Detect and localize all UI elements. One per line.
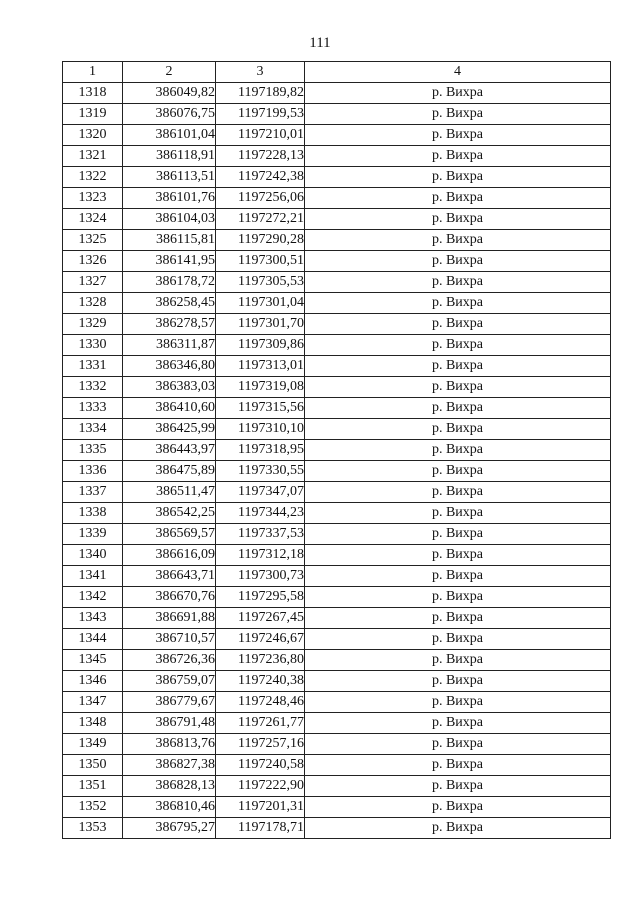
y-coordinate-cell: 1197319,08 xyxy=(216,377,305,398)
point-number-cell: 1342 xyxy=(63,587,123,608)
point-number-cell: 1321 xyxy=(63,146,123,167)
coordinates-table xyxy=(62,61,611,839)
description-cell: р. Вихра xyxy=(305,776,611,797)
description-cell: р. Вихра xyxy=(305,125,611,146)
column-header-2: 2 xyxy=(123,62,216,83)
y-coordinate-cell: 1197344,23 xyxy=(216,503,305,524)
table-row xyxy=(63,272,611,293)
y-coordinate-cell: 1197228,13 xyxy=(216,146,305,167)
table-body xyxy=(63,83,611,839)
x-coordinate-cell: 386443,97 xyxy=(123,440,216,461)
point-number-cell: 1323 xyxy=(63,188,123,209)
table-row xyxy=(63,83,611,104)
point-number-cell: 1327 xyxy=(63,272,123,293)
description-cell: р. Вихра xyxy=(305,566,611,587)
table-row xyxy=(63,671,611,692)
y-coordinate-cell: 1197290,28 xyxy=(216,230,305,251)
x-coordinate-cell: 386828,13 xyxy=(123,776,216,797)
y-coordinate-cell: 1197347,07 xyxy=(216,482,305,503)
table-row xyxy=(63,125,611,146)
x-coordinate-cell: 386141,95 xyxy=(123,251,216,272)
x-coordinate-cell: 386258,45 xyxy=(123,293,216,314)
table-row xyxy=(63,104,611,125)
description-cell: р. Вихра xyxy=(305,524,611,545)
y-coordinate-cell: 1197318,95 xyxy=(216,440,305,461)
table-row xyxy=(63,608,611,629)
y-coordinate-cell: 1197300,73 xyxy=(216,566,305,587)
point-number-cell: 1325 xyxy=(63,230,123,251)
description-cell: р. Вихра xyxy=(305,650,611,671)
y-coordinate-cell: 1197301,70 xyxy=(216,314,305,335)
x-coordinate-cell: 386759,07 xyxy=(123,671,216,692)
x-coordinate-cell: 386118,91 xyxy=(123,146,216,167)
description-cell: р. Вихра xyxy=(305,608,611,629)
x-coordinate-cell: 386813,76 xyxy=(123,734,216,755)
table-row xyxy=(63,188,611,209)
point-number-cell: 1338 xyxy=(63,503,123,524)
table-row xyxy=(63,818,611,839)
description-cell: р. Вихра xyxy=(305,797,611,818)
description-cell: р. Вихра xyxy=(305,314,611,335)
description-cell: р. Вихра xyxy=(305,692,611,713)
x-coordinate-cell: 386115,81 xyxy=(123,230,216,251)
table-row xyxy=(63,251,611,272)
table-row xyxy=(63,692,611,713)
table-row xyxy=(63,440,611,461)
point-number-cell: 1351 xyxy=(63,776,123,797)
y-coordinate-cell: 1197312,18 xyxy=(216,545,305,566)
x-coordinate-cell: 386810,46 xyxy=(123,797,216,818)
y-coordinate-cell: 1197315,56 xyxy=(216,398,305,419)
y-coordinate-cell: 1197222,90 xyxy=(216,776,305,797)
x-coordinate-cell: 386049,82 xyxy=(123,83,216,104)
point-number-cell: 1334 xyxy=(63,419,123,440)
point-number-cell: 1346 xyxy=(63,671,123,692)
y-coordinate-cell: 1197257,16 xyxy=(216,734,305,755)
point-number-cell: 1335 xyxy=(63,440,123,461)
description-cell: р. Вихра xyxy=(305,587,611,608)
y-coordinate-cell: 1197178,71 xyxy=(216,818,305,839)
y-coordinate-cell: 1197199,53 xyxy=(216,104,305,125)
table-row xyxy=(63,797,611,818)
point-number-cell: 1352 xyxy=(63,797,123,818)
point-number-cell: 1336 xyxy=(63,461,123,482)
x-coordinate-cell: 386101,04 xyxy=(123,125,216,146)
page-number: 111 xyxy=(309,35,331,51)
description-cell: р. Вихра xyxy=(305,272,611,293)
column-header-3: 3 xyxy=(216,62,305,83)
point-number-cell: 1345 xyxy=(63,650,123,671)
description-cell: р. Вихра xyxy=(305,482,611,503)
point-number-cell: 1319 xyxy=(63,104,123,125)
table-row xyxy=(63,566,611,587)
y-coordinate-cell: 1197309,86 xyxy=(216,335,305,356)
x-coordinate-cell: 386542,25 xyxy=(123,503,216,524)
x-coordinate-cell: 386670,76 xyxy=(123,587,216,608)
x-coordinate-cell: 386511,47 xyxy=(123,482,216,503)
x-coordinate-cell: 386691,88 xyxy=(123,608,216,629)
point-number-cell: 1328 xyxy=(63,293,123,314)
table-row xyxy=(63,587,611,608)
y-coordinate-cell: 1197240,58 xyxy=(216,755,305,776)
x-coordinate-cell: 386710,57 xyxy=(123,629,216,650)
table-row xyxy=(63,356,611,377)
x-coordinate-cell: 386425,99 xyxy=(123,419,216,440)
point-number-cell: 1320 xyxy=(63,125,123,146)
table-row xyxy=(63,503,611,524)
y-coordinate-cell: 1197337,53 xyxy=(216,524,305,545)
point-number-cell: 1322 xyxy=(63,167,123,188)
description-cell: р. Вихра xyxy=(305,230,611,251)
y-coordinate-cell: 1197301,04 xyxy=(216,293,305,314)
table-row xyxy=(63,629,611,650)
y-coordinate-cell: 1197261,77 xyxy=(216,713,305,734)
y-coordinate-cell: 1197236,80 xyxy=(216,650,305,671)
y-coordinate-cell: 1197295,58 xyxy=(216,587,305,608)
description-cell: р. Вихра xyxy=(305,209,611,230)
point-number-cell: 1330 xyxy=(63,335,123,356)
table-row xyxy=(63,209,611,230)
y-coordinate-cell: 1197313,01 xyxy=(216,356,305,377)
point-number-cell: 1344 xyxy=(63,629,123,650)
column-header-1: 1 xyxy=(63,62,123,83)
y-coordinate-cell: 1197210,01 xyxy=(216,125,305,146)
x-coordinate-cell: 386726,36 xyxy=(123,650,216,671)
description-cell: р. Вихра xyxy=(305,293,611,314)
x-coordinate-cell: 386616,09 xyxy=(123,545,216,566)
description-cell: р. Вихра xyxy=(305,167,611,188)
y-coordinate-cell: 1197189,82 xyxy=(216,83,305,104)
point-number-cell: 1326 xyxy=(63,251,123,272)
table-row xyxy=(63,419,611,440)
point-number-cell: 1324 xyxy=(63,209,123,230)
description-cell: р. Вихра xyxy=(305,461,611,482)
point-number-cell: 1348 xyxy=(63,713,123,734)
x-coordinate-cell: 386076,75 xyxy=(123,104,216,125)
description-cell: р. Вихра xyxy=(305,629,611,650)
description-cell: р. Вихра xyxy=(305,104,611,125)
x-coordinate-cell: 386178,72 xyxy=(123,272,216,293)
table-row xyxy=(63,167,611,188)
description-cell: р. Вихра xyxy=(305,545,611,566)
description-cell: р. Вихра xyxy=(305,503,611,524)
table-row xyxy=(63,398,611,419)
point-number-cell: 1337 xyxy=(63,482,123,503)
x-coordinate-cell: 386569,57 xyxy=(123,524,216,545)
x-coordinate-cell: 386104,03 xyxy=(123,209,216,230)
y-coordinate-cell: 1197201,31 xyxy=(216,797,305,818)
point-number-cell: 1350 xyxy=(63,755,123,776)
point-number-cell: 1318 xyxy=(63,83,123,104)
x-coordinate-cell: 386383,03 xyxy=(123,377,216,398)
table-row xyxy=(63,734,611,755)
table-row xyxy=(63,293,611,314)
y-coordinate-cell: 1197248,46 xyxy=(216,692,305,713)
table-header-row xyxy=(63,62,611,83)
y-coordinate-cell: 1197246,67 xyxy=(216,629,305,650)
y-coordinate-cell: 1197267,45 xyxy=(216,608,305,629)
description-cell: р. Вихра xyxy=(305,671,611,692)
x-coordinate-cell: 386346,80 xyxy=(123,356,216,377)
y-coordinate-cell: 1197310,10 xyxy=(216,419,305,440)
description-cell: р. Вихра xyxy=(305,818,611,839)
y-coordinate-cell: 1197300,51 xyxy=(216,251,305,272)
description-cell: р. Вихра xyxy=(305,377,611,398)
point-number-cell: 1347 xyxy=(63,692,123,713)
table-row xyxy=(63,650,611,671)
table-row xyxy=(63,461,611,482)
column-header-4: 4 xyxy=(305,62,611,83)
table-row xyxy=(63,230,611,251)
description-cell: р. Вихра xyxy=(305,713,611,734)
description-cell: р. Вихра xyxy=(305,83,611,104)
description-cell: р. Вихра xyxy=(305,398,611,419)
point-number-cell: 1343 xyxy=(63,608,123,629)
x-coordinate-cell: 386779,67 xyxy=(123,692,216,713)
description-cell: р. Вихра xyxy=(305,755,611,776)
y-coordinate-cell: 1197256,06 xyxy=(216,188,305,209)
x-coordinate-cell: 386113,51 xyxy=(123,167,216,188)
table-row xyxy=(63,482,611,503)
description-cell: р. Вихра xyxy=(305,440,611,461)
description-cell: р. Вихра xyxy=(305,188,611,209)
point-number-cell: 1329 xyxy=(63,314,123,335)
x-coordinate-cell: 386795,27 xyxy=(123,818,216,839)
point-number-cell: 1340 xyxy=(63,545,123,566)
description-cell: р. Вихра xyxy=(305,419,611,440)
x-coordinate-cell: 386278,57 xyxy=(123,314,216,335)
x-coordinate-cell: 386311,87 xyxy=(123,335,216,356)
point-number-cell: 1339 xyxy=(63,524,123,545)
point-number-cell: 1333 xyxy=(63,398,123,419)
table-row xyxy=(63,377,611,398)
description-cell: р. Вихра xyxy=(305,146,611,167)
point-number-cell: 1341 xyxy=(63,566,123,587)
x-coordinate-cell: 386791,48 xyxy=(123,713,216,734)
x-coordinate-cell: 386643,71 xyxy=(123,566,216,587)
y-coordinate-cell: 1197330,55 xyxy=(216,461,305,482)
description-cell: р. Вихра xyxy=(305,356,611,377)
point-number-cell: 1349 xyxy=(63,734,123,755)
table-row xyxy=(63,755,611,776)
table-row xyxy=(63,335,611,356)
table-row xyxy=(63,713,611,734)
y-coordinate-cell: 1197272,21 xyxy=(216,209,305,230)
y-coordinate-cell: 1197242,38 xyxy=(216,167,305,188)
table-row xyxy=(63,146,611,167)
y-coordinate-cell: 1197305,53 xyxy=(216,272,305,293)
y-coordinate-cell: 1197240,38 xyxy=(216,671,305,692)
table-row xyxy=(63,314,611,335)
description-cell: р. Вихра xyxy=(305,251,611,272)
table-row xyxy=(63,524,611,545)
x-coordinate-cell: 386827,38 xyxy=(123,755,216,776)
x-coordinate-cell: 386101,76 xyxy=(123,188,216,209)
table-row xyxy=(63,776,611,797)
point-number-cell: 1331 xyxy=(63,356,123,377)
table-row xyxy=(63,545,611,566)
point-number-cell: 1353 xyxy=(63,818,123,839)
x-coordinate-cell: 386410,60 xyxy=(123,398,216,419)
point-number-cell: 1332 xyxy=(63,377,123,398)
x-coordinate-cell: 386475,89 xyxy=(123,461,216,482)
description-cell: р. Вихра xyxy=(305,335,611,356)
description-cell: р. Вихра xyxy=(305,734,611,755)
